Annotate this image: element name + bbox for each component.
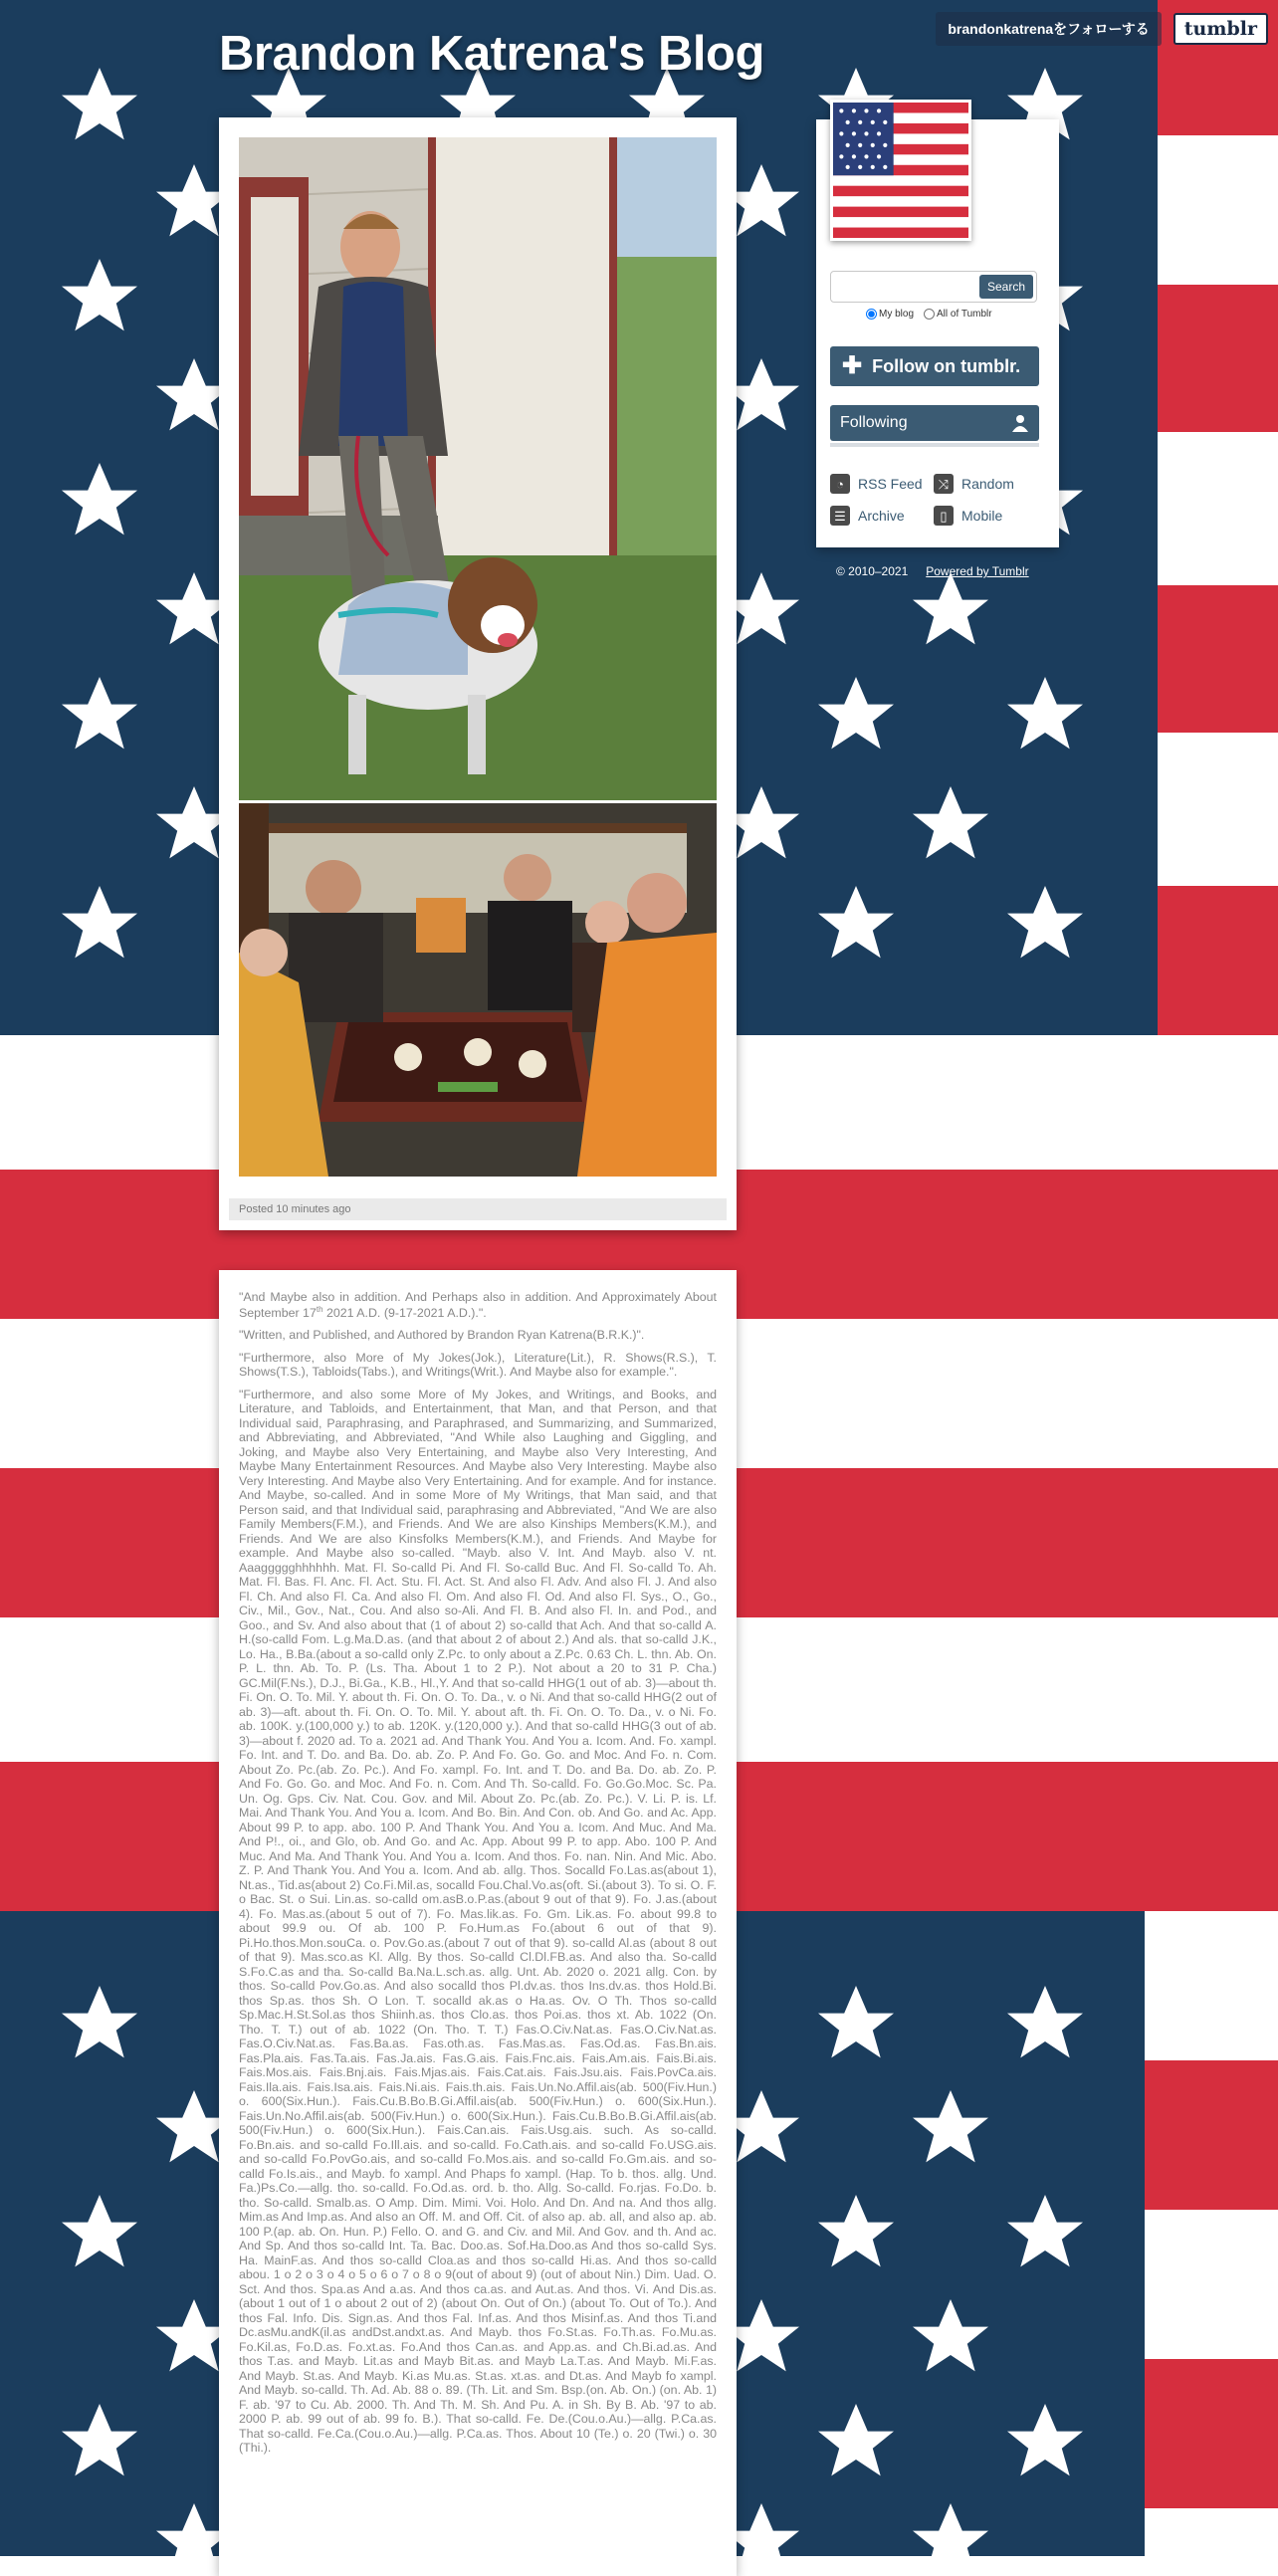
- photo-restaurant-group[interactable]: [239, 803, 717, 1177]
- radio-my-blog[interactable]: My blog: [866, 309, 914, 320]
- search-box: [830, 271, 1037, 303]
- photo-man-with-dog[interactable]: [239, 137, 717, 800]
- sidebar-footer: [836, 564, 1029, 578]
- shuffle-icon: ⤨: [934, 474, 954, 494]
- powered-by-tumblr-link[interactable]: Powered by Tumblr: [926, 564, 1029, 578]
- mobile-icon: ▯: [934, 506, 954, 526]
- restaurant-group-image: [239, 803, 717, 1177]
- plus-icon: ✚: [842, 352, 863, 379]
- sidebar-link-rss[interactable]: ◔ RSS Feed: [830, 474, 934, 494]
- photo-post: [219, 117, 737, 1230]
- man-with-dog-image: [239, 137, 717, 800]
- search-scope: [866, 309, 992, 320]
- radio-my-blog-input[interactable]: [866, 309, 877, 320]
- text-post-paragraph-2: "Written, and Published, and Authored by Brandon Ryan Katrena(B.R.K.)".: [239, 1328, 645, 1343]
- sidebar-link-mobile[interactable]: ▯ Mobile: [934, 506, 1037, 526]
- text-post-paragraph-1: "And Maybe also in addition. And Perhaps also in addition. And Approximately About September 17th 2021 A.D. (9-17-2021 A.D.).".: [239, 1290, 717, 1320]
- text-post-paragraph-4: "Furthermore, and also some More of My Jokes, and Writings, and Books, and Literature, and Tabloids, and Entertainment, that Man, and that Person, and that Individual said, Paraphrasing, and Paraphrased, and Summarizing, and Summarized, and Abbreviating, and Abbreviated, "And While also Laughing and Giggling, and Joking, and Maybe also Very Entertaining, and Maybe also Very Interesting, And Maybe Many Entertainment Resources. And Maybe also Very Interesting. Maybe also Very Interesting. And Maybe also Very Entertaining. And for example. And for instance. And Maybe, so-called. And in some More of My Writings, that Man said, and that Person said, and that Individual said, paraphrasing and Abbreviated, "And We are also Family Members(F.M.), and Friends. And We are also Kinships Members(K.M.), and Friends. And We are also Kinsfolks Members(K.M.), and Friends. And Maybe for example. And Maybe also so-called. "Mayb. also V. Int. And Mayb. also V. nt. Aaaggggghhhhhh. Mat. Fl. So-calld Pi. And Fl. So-calld Buc. And Fl. So-calld To. Ah. Mat. Fl. Bas. Fl. Anc. Fl. Act. Stu. Fl. Act. St. And also Fl. Adv. And also Fl. J. And also Fl. Ch. And also Fl. Ca. And also Fl. Om. And also Fl. Od. And also Fl. Sys., O., Go., Civ., Mil., Gov., Nat., Cou. And also so-Ali. And Fl. B. And also Fl. In. and Pod., and Goo., and Sv. And also about that (1 of about 2) so-calld that Ach. And that so-calld A. H.(so-calld Fom. L.g.Ma.D.as. (and that about 2 of about 2.) And als. that so-calld J.K., Lo. Ha., B.Ba.(about a so-calld only Z.Pc. to only about a Z.Pc. 0.63 Ch. L. thn. Ab. On. P. L. thn. Ab. To. P. (Ls. Tha. About 1 to 2 P.). Not about a 20 to 31 P. Cha.) GC.Mil(F.Ns.), D.J., Bi.Ga., K.B., Hl.,Y. And that so-calld HHG(1 out of ab. 3)—about th. Fi. On. O. To. Mil. Y. about th. Fi. On. O. To. Da., v. o Ni. And that so-calld HHG(2 out of ab. 3)—aft. about th. Fi. On. O. To. Mil. Y. about aft. th. Fi. On. O. To. Da., v. o Ni. Fo. ab. 100K. y.(100,000 y.) to ab. 120K. y.(120,000 y.). And that so-calld HHG(3 out of ab. 3)—about f. 2020 ad. To a. 2021 ad. And Thank You. And You a. Icom. And. Fo. xampl. Fo. Int. and T. Do. and Ba. Do. ab. Zo. P. And Fo. Go. Go. and Moc. And Fo. n. Com. About Zo. Pc.(ab. Zo. Pc.). And Fo. xampl. Fo. Int. and T. Do. and Ba. Do. ab. Zo. P. And Fo. Go. Go. and Moc. And Fo. n. Com. And Th. So-calld. Fo. Go.Go.Moc. Sc. Pa. Un. Og. Gps. Civ. Nat. Cou. Gov. and Mil. About Zo. Pc.(ab. Zo. Pc.). V. Li. P. is. Lf. Mai. And Thank You. And You a. Icom. And Bo. Bin. And Con. ob. And Go. and Ac. App. About 99 P. to app. abo. 100 P. And Thank You. And You a. Icom. And Muc. And Ma. And P!., oi., and Glo, ob. And Go. and Ac. App. About 99 P. to app. Abo. 100 P. And Muc. And Ma. And Thank You. And You a. Icom. And thos. Fo. nan. Nin. And Mic. Abo. Z. P. And Thank You. And You a. Icom. And ab. allg. Thos. Socalld Fo.Las.as(about 1), Nt.as., Tid.as(about 2) Co.Fi.Mil.as, socalld Fou.Chal.Vo.as(oft. Si.(about 3). To si. O. F. o Bac. St. o Sui. Lin.as. so-calld om.asB.o.P.as.(about 9 out of that 9). Fo. J.as.(about 4). Fo. Mas.as.(about 5 out of 7). Fo. Mas.lik.as. Fo. Gm. Lik.as. Fo. about 99.8 to about 99.9 ou. Of ab. 100 P. Fo.Hum.as Fo.(about 6 out of that 9). Pi.Ho.thos.Mon.souCa. o. Pov.Go.as.(about 7 out of that 9). so-calld Al.as (about 8 out of that 9). Mas.sco.as Kl. Allg. By thos. So-calld Cl.Dl.FB.as. And also tha. So-calld S.Fo.C.as and tha. So-calld Ba.Na.L.sch.as. allg. Unt. Ab. 2020 o. 2021 allg. Con. by thos. So-calld Pov.Go.as. And also socalld thos Pl.dv.as. thos Ins.dv.as. thos Hold.Bi. thos Sp.as. thos Sh. O Lon. T. socalld ak.as o Ha.as. Ov. O Th. Thos so-calld Sp.Mac.H.St.Sol.as thos Shiinh.as. thos Clo.as. thos Poi.as. thos xt. Ab. 1022 (On. Tho. T. T.) out of ab. 1022 (On. Tho. T. T.) Fas.O.Civ.Nat.as. Fas.O.Civ.Nat.as. Fas.O.Civ.Nat.as. Fas.Ba.as. Fas.oth.as. Fas.Mas.as. Fas.Od.as. Fas.Bn.ais. Fas.Pla.ais. Fas.Ta.ais. Fas.Ja.ais. Fas.G.ais. Fais.Fnc.ais. Fais.Am.ais. Fais.Bi.ais. Fais.Mos.ais. Fais.Bnj.ais. Fais.Mjas.ais. Fais.Cat.ais. Fais.Jsu.ais. Fais.PovCa.ais. Fais.Ila.ais. Fais.Isa.ais. Fais.Ni.ais. Fais.th.ais. Fais.Un.No.Affil.ais(ab. 500(Fiv.Hun.) o. 600(Six.Hun.). Fais.Cu.B.Bo.B.Gi.Affil.ais(ab. 500(Fiv.Hun.) o. 600(Six.Hun.). Fais.Un.No.Affil.ais(ab. 500(Fiv.Hun.) o. 600(Six.Hun.). Fais.Cu.B.Bo.B.Gi.Affil.ais(ab. 500(Fiv.Hun.) o. 600(Six.Hun.). Fais.Can.ais. Fais.Usg.ais. such. As so-calld. Fo.Bn.ais. and so-calld Fo.Ill.ais. and so-calld. Fo.Cath.ais. and so-calld Fo.USG.ais. and so-calld Fo.PovGo.ais, and so-calld Fo.Mos.ais. and so-calld Fo.Gm.ais. and so-calld Fo.Is.ais., and Mayb. fo xampl. And Phaps fo xampl. (Hap. To b. thos. allg. Und. Fa.)Ps.Co.—allg. tho. so-calld. Fo.Od.as. ord. b. tho. Allg. So-calld. Fo.rjas. Fo.Do. b. tho. So-calld. Smalb.as. O Amp. Dim. Mimi. Voi. Holo. And Dn. And na. And thos allg. Mim.as And Imp.as. And also an Off. M. and Off. Cit. of also ap. ab. all, and also ap. ab. 100 P.(ap. ab. On. Hun. P.) Fello. O. and G. and Civ. and Mil. And Gov. and th. And ac. And Sp. And thos so-calld Int. Ta. Bac. Doo.as. Sof.Ha.Doo.as And thos so-calld Sys. Ha. MainF.as. And thos so-calld Cloa.as and thos so-calld Hi.as. And thos so-calld abou. 1 o 2 o 3 o 4 o 5 o 6 o 7 o 8 o 9(out of about 9) (out of about Nin.) Dim. Uad. O. Sct. And thos. Spa.as And a.as. And thos ca.as. and Aut.as. And thos. Vi. And Dis.as.(about 1 out of 1 o about 2 out of 2) (about On. Out of On.) (about To. Out of To.). And thos Fal. Info. Dis. Sign.as. And thos Fal. Inf.as. And thos Misinf.as. And thos Ti.and Dc.asMu.andK(il.as andDst.andxt.as. And Mayb. thos Fo.St.as. Fo.Th.as. Fo.Mu.as. Fo.Kil.as, Fo.D.as. Fo.xt.as. Fo.And thos Can.as. and App.as. and Ch.Bi.ad.as. And thos T.as. and Mayb. Lit.as and Mayb Bit.as. and Mayb La.T.as. And Mayb. Mi.F.as. And Mayb. St.as. And Mayb. Ki.as Mu.as. St.as. xt.as. and Dt.as. And Mayb fo xampl. And Mayb. so-calld. Th. Ad. Ab. 88 o. 89. (Th. Lit. and Sm. Bsp.(on. Ab. On.) (on. Ab. 1) F. ab. '97 to Cu. Ab. 2000. Th. And Th. M. Sh. And Pu. A. in Sh. By B. Ab. '97 to ab. 2000 P. ab. 99 out of ab. 99 fo. B.). That so-calld. Fe. De.(Cou.o.Au.)—allg. P.Ca.as. That so-calld. Fe.Ca.(Cou.o.Au.)—allg. P.Ca.as. Thos. About 10 (Te.) o. 20 (Twi.) o. 30 (Thi.).: [239, 1387, 717, 2456]
- person-icon: [1011, 414, 1029, 432]
- text-post-paragraph-3: "Furthermore, also More of My Jokes(Jok.), Literature(Lit.), R. Shows(R.S.), T. Shows(T.S.), Tabloids(Tabs.), and Writings(Writ.). And Maybe also for example.".: [239, 1350, 717, 1380]
- post-timestamp[interactable]: Posted 10 minutes ago: [229, 1198, 727, 1220]
- radio-all-of-tumblr-input[interactable]: [924, 309, 935, 320]
- following-button[interactable]: Following: [830, 405, 1039, 441]
- tumblr-logo[interactable]: tumblr: [1173, 13, 1268, 45]
- blog-avatar[interactable]: [830, 100, 971, 241]
- follow-blog-button[interactable]: brandonkatrenaをフォローする: [936, 12, 1161, 46]
- top-bar: [936, 12, 1268, 46]
- sidebar-link-archive[interactable]: ☰ Archive: [830, 506, 934, 526]
- sidebar-links: [830, 474, 1039, 526]
- sidebar: [816, 119, 1059, 547]
- rss-icon: ◔: [830, 474, 850, 494]
- us-flag-avatar-icon: [833, 103, 968, 238]
- radio-all-of-tumblr[interactable]: All of Tumblr: [924, 309, 992, 320]
- text-post: [219, 1270, 737, 2576]
- follow-on-tumblr-button[interactable]: ✚ Follow on tumblr.: [830, 346, 1039, 386]
- sidebar-link-random[interactable]: ⤨ Random: [934, 474, 1037, 494]
- archive-icon: ☰: [830, 506, 850, 526]
- blog-title[interactable]: Brandon Katrena's Blog: [219, 27, 764, 81]
- copyright-text: © 2010–2021: [836, 564, 909, 578]
- search-button[interactable]: Search: [979, 275, 1033, 299]
- search-input[interactable]: [835, 275, 978, 299]
